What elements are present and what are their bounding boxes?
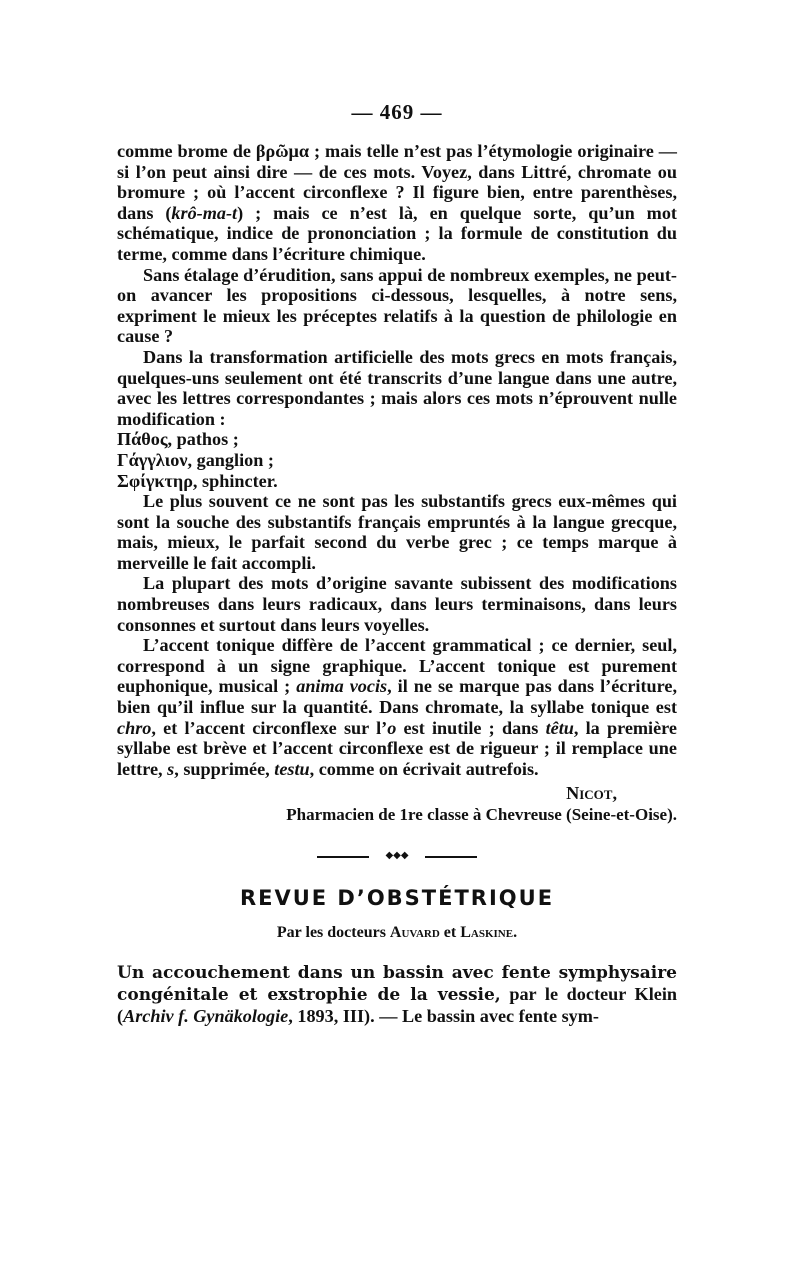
page-number: — 469 — bbox=[351, 100, 443, 124]
paragraph: Le plus souvent ce ne sont pas les substantifs grecs eux-mêmes qui sont la souche des substantifs français empruntés à la langue grecque, mais, mieux, le parfait second du verbe grec ; ce temps marque à merveille le fait accompli. bbox=[117, 491, 677, 573]
paragraph: La plupart des mots d’origine savante subissent des modifications nombreuses dans leurs radicaux, dans leurs terminaisons, dans leurs consonnes et surtout dans leurs voyelles. bbox=[117, 573, 677, 635]
paragraph: Sans étalage d’érudition, sans appui de nombreux exemples, ne peut-on avancer les propositions ci-dessous, lesquelles, à notre sens, expriment le mieux les préceptes relatifs à la question de philologie en cause ? bbox=[117, 264, 677, 347]
section-byline bbox=[117, 924, 677, 942]
greek-example: Σφίγκτηρ, sphincter. bbox=[117, 470, 278, 491]
body-text-part1 bbox=[117, 141, 677, 429]
page-content bbox=[117, 100, 677, 1027]
author-title: Pharmacien de 1re classe à Chevreuse (Seine-et-Oise). bbox=[286, 805, 677, 824]
greek-example: Γάγγλιον, ganglion ; bbox=[117, 449, 274, 470]
author-name: Nicot, bbox=[566, 783, 617, 804]
greek-example: Πάθος, pathos ; bbox=[117, 429, 239, 450]
greek-examples-list bbox=[117, 429, 677, 491]
divider-ornament-icon: ◆◆◆ bbox=[369, 851, 425, 861]
paragraph: Dans la transformation artificielle des mots grecs en mots français, quelques-uns seulement ont été transcrits d’une langue dans une autre, avec les lettres correspondantes ; mais alors ces mots n’éprouvent nulle modification : bbox=[117, 346, 677, 429]
body-text-part2 bbox=[117, 491, 677, 779]
byline-conjunction: et bbox=[443, 924, 457, 941]
byline-prefix: Par les docteurs bbox=[276, 924, 386, 941]
paragraph: comme brome de βρῶμα ; mais telle n’est pas l’étymologie originaire — si l’on peut ainsi dire — de ces mots. Voyez, dans Littré, chromate ou bromure ; où l’accent circonflexe ? Il figure bien, entre parenthèses, dans (krô-ma-t) ; mais ce n’est là, en quelque sorte, qu’un mot schématique, indice de prononciation ; la formule de constitution du terme, comme dans l’écriture chimique. bbox=[117, 141, 677, 264]
section-divider bbox=[317, 850, 477, 864]
author-signature bbox=[117, 783, 677, 804]
byline-author-1: Auvard bbox=[389, 924, 440, 941]
article-title: Un accouchement dans un bassin avec fente symphysaire congénitale et exstrophie de la vessie, bbox=[117, 963, 677, 1005]
byline-author-2: Laskine. bbox=[460, 924, 518, 941]
article-paragraph bbox=[117, 962, 677, 1027]
article-text: par le docteur Klein (Archiv f. Gynäkologie, 1893, III). — Le bassin avec fente sym- bbox=[117, 984, 677, 1026]
section-title: REVUE D’OBSTÉTRIQUE bbox=[239, 886, 555, 910]
paragraph: L’accent tonique diffère de l’accent grammatical ; ce dernier, seul, correspond à un signe graphique. L’accent tonique est purement euphonique, musical ; anima vocis, il ne se marque pas dans l’écriture, bien qu’il influe sur la quantité. Dans chromate, la syllabe tonique est chro, et l’accent circonflexe sur l’o est inutile ; dans têtu, la première syllabe est brève et l’accent circonflexe est de rigueur ; il remplace une lettre, s, supprimée, testu, comme on écrivait autrefois. bbox=[117, 635, 677, 779]
